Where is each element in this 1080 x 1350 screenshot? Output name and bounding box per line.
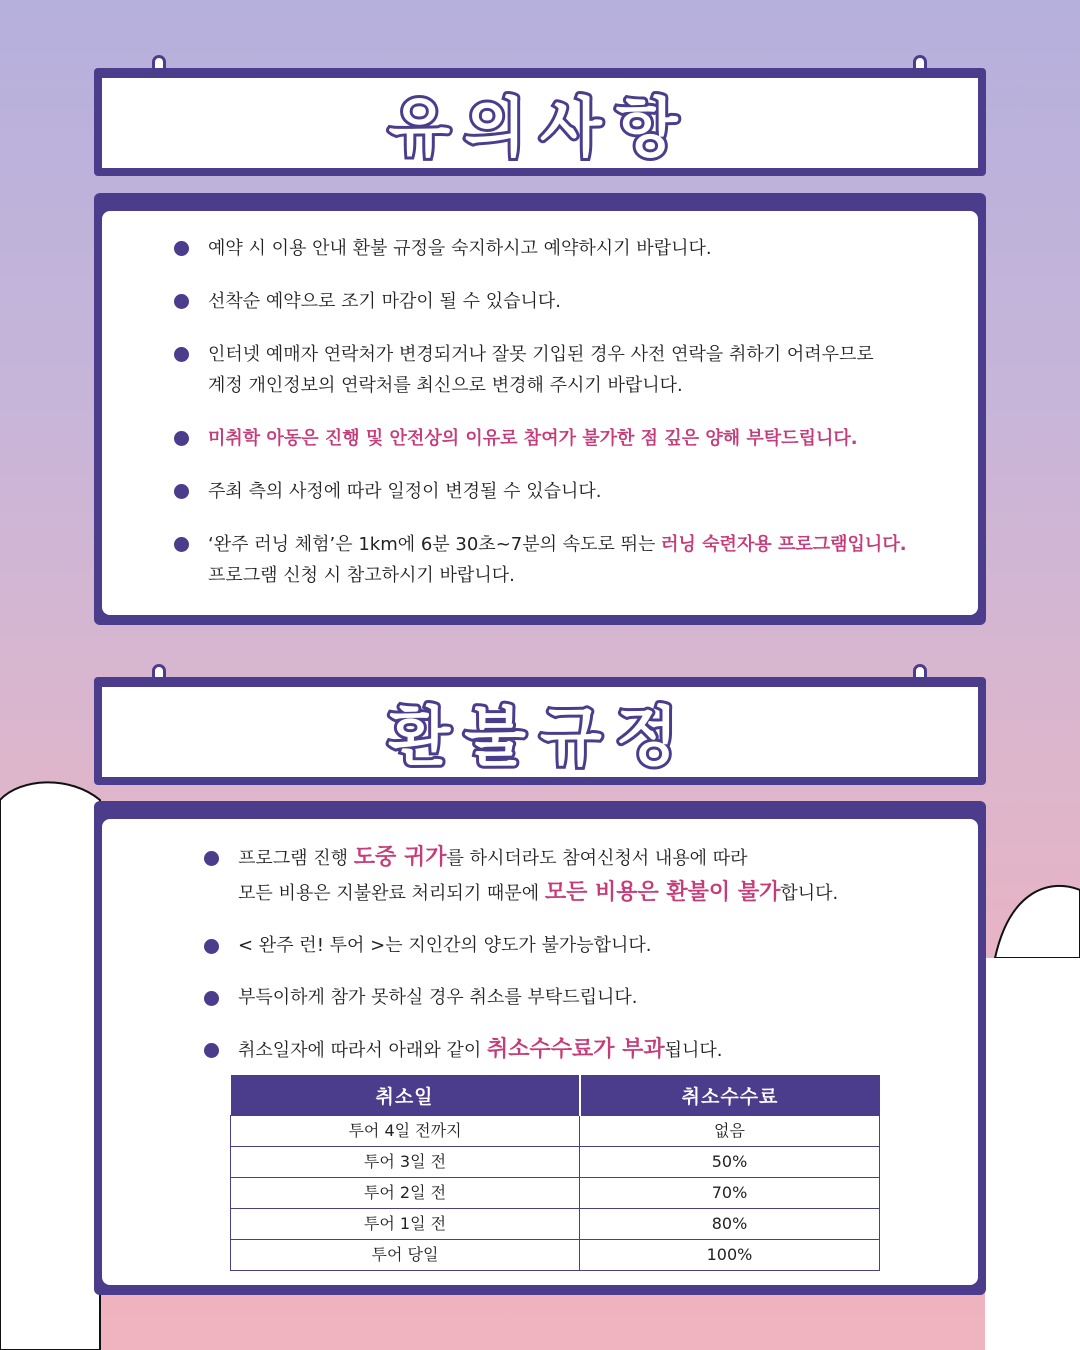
notice-highlight: 러닝 숙련자용 프로그램입니다. <box>661 534 907 555</box>
notice-text: 계정 개인정보의 연락처를 최신으로 변경해 주시기 바랍니다. <box>208 375 683 396</box>
refund-text: 취소일자에 따라서 아래와 같이 <box>238 1040 487 1061</box>
refund-text: 부득이하게 참가 못하실 경우 취소를 부탁드립니다. <box>238 987 638 1008</box>
refund-text: 프로그램 진행 <box>238 848 354 869</box>
refund-list <box>102 819 978 1068</box>
table-cell: 없음 <box>580 1116 880 1147</box>
bullet-icon <box>204 991 219 1006</box>
refund-text: < 완주 런! 투어 >는 지인간의 양도가 불가능합니다. <box>238 935 652 956</box>
table-cell: 투어 4일 전까지 <box>231 1116 580 1147</box>
bullet-icon <box>174 431 189 446</box>
notice-text: 주최 측의 사정에 따라 일정이 변경될 수 있습니다. <box>208 481 602 502</box>
bullet-icon <box>204 1043 219 1058</box>
refund-highlight: 모든 비용은 환불이 불가 <box>544 880 781 905</box>
list-item <box>204 929 978 963</box>
refund-text: 합니다. <box>780 883 839 904</box>
bullet-icon <box>174 537 189 552</box>
table-cell: 투어 2일 전 <box>231 1178 580 1209</box>
column-header-cancel-date: 취소일 <box>231 1075 580 1116</box>
table-row <box>231 1147 880 1178</box>
refund-header <box>94 677 986 785</box>
table-row <box>231 1209 880 1240</box>
table-row <box>231 1178 880 1209</box>
list-item <box>204 841 978 911</box>
notice-text: ‘완주 러닝 체험’은 1km에 6분 30초~7분의 속도로 뛰는 <box>208 534 662 555</box>
list-item <box>174 233 978 264</box>
list-item <box>174 423 978 454</box>
table-cell: 50% <box>580 1147 880 1178</box>
notice-text: 인터넷 예매자 연락처가 변경되거나 잘못 기입된 경우 사전 연락을 취하기 어려우므로 <box>208 344 874 365</box>
notice-list <box>102 211 978 591</box>
list-item <box>174 286 978 317</box>
refund-highlight: 취소수수료가 부과 <box>486 1037 665 1062</box>
list-item <box>174 529 978 591</box>
cancellation-fee-table <box>230 1075 880 1271</box>
bullet-icon <box>204 851 219 866</box>
notice-panel <box>94 193 986 625</box>
refund-title: 환불규정 <box>388 701 692 775</box>
bullet-icon <box>174 241 189 256</box>
notice-header <box>94 68 986 176</box>
bullet-icon <box>174 347 189 362</box>
table-row <box>231 1240 880 1271</box>
table-header-row <box>231 1075 880 1116</box>
table-cell: 80% <box>580 1209 880 1240</box>
refund-text: 를 하시더라도 참여신청서 내용에 따라 <box>446 848 748 869</box>
table-cell: 70% <box>580 1178 880 1209</box>
list-item <box>174 339 978 401</box>
list-item <box>204 981 978 1015</box>
notice-title: 유의사항 <box>388 92 692 166</box>
table-cell: 투어 당일 <box>231 1240 580 1271</box>
refund-text: 됩니다. <box>664 1040 723 1061</box>
table-cell: 투어 3일 전 <box>231 1147 580 1178</box>
bullet-icon <box>174 294 189 309</box>
notice-text: 프로그램 신청 시 참고하시기 바랍니다. <box>208 565 515 586</box>
notice-highlight: 미취학 아동은 진행 및 안전상의 이유로 참여가 불가한 점 깊은 양해 부탁드립니다. <box>208 428 858 449</box>
bullet-icon <box>174 484 189 499</box>
list-item <box>204 1033 978 1068</box>
notice-text: 예약 시 이용 안내 환불 규정을 숙지하시고 예약하시기 바랍니다. <box>208 238 712 259</box>
refund-panel <box>94 801 986 1295</box>
table-cell: 100% <box>580 1240 880 1271</box>
column-header-cancel-fee: 취소수수료 <box>580 1075 880 1116</box>
notice-text: 선착순 예약으로 조기 마감이 될 수 있습니다. <box>208 291 562 312</box>
bullet-icon <box>204 939 219 954</box>
table-cell: 투어 1일 전 <box>231 1209 580 1240</box>
list-item <box>174 476 978 507</box>
table-row <box>231 1116 880 1147</box>
refund-text: 모든 비용은 지불완료 처리되기 때문에 <box>238 883 545 904</box>
refund-highlight: 도중 귀가 <box>353 845 447 870</box>
